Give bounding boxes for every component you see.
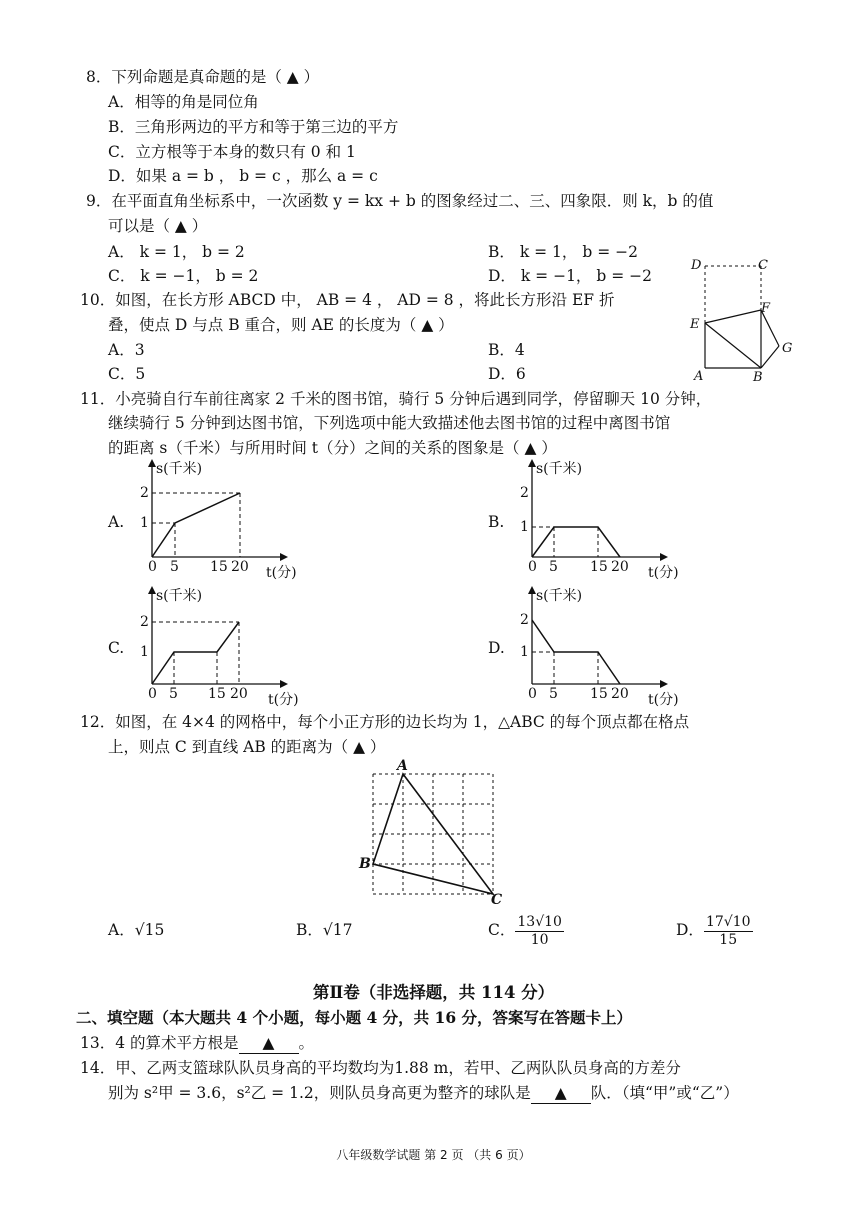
svg-text:t(分): t(分) [266, 565, 297, 580]
svg-text:2: 2 [140, 614, 149, 630]
svg-text:0: 0 [148, 686, 157, 702]
q10-label-e: E [690, 317, 700, 332]
q11-label-c: C. [108, 639, 125, 657]
q8-option-a: A．相等的角是同位角 [108, 93, 259, 111]
svg-text:20: 20 [231, 559, 249, 575]
svg-text:2: 2 [140, 485, 149, 501]
q12-option-a: A．√15 [108, 921, 165, 939]
svg-text:20: 20 [230, 686, 248, 702]
q9-stem-line2: 可以是（ ▲ ） [108, 217, 208, 235]
q11-graph-c [138, 582, 313, 707]
q9-option-c: C． k = −1， b = 2 [108, 267, 259, 285]
q9-option-b: B． k = 1， b = −2 [488, 243, 638, 261]
q11-stem-line3: 的距离 s（千米）与所用时间 t（分）之间的关系的图象是（ ▲ ） [108, 439, 557, 457]
q8-stem: 8．下列命题是真命题的是（ ▲ ） [86, 68, 320, 86]
svg-text:15: 15 [590, 559, 608, 575]
q12-option-d: D． $\frac{17√10}{15}$ [676, 913, 751, 948]
q9-option-a: A． k = 1， b = 2 [108, 243, 245, 261]
svg-text:s(千米): s(千米) [156, 588, 203, 604]
q10-rectangle-figure [685, 252, 800, 387]
q11-graph-a [138, 455, 313, 580]
svg-text:5: 5 [170, 559, 179, 575]
q12-stem-line2: 上，则点 C 到直线 AB 的距离为（ ▲ ） [108, 738, 386, 756]
q11-graph-d [518, 582, 693, 707]
svg-text:15: 15 [590, 686, 608, 702]
q10-option-b: B．4 [488, 341, 525, 359]
q12-label-b: B [359, 856, 371, 872]
svg-text:20: 20 [611, 686, 629, 702]
svg-text:2: 2 [520, 485, 529, 501]
svg-text:15: 15 [210, 559, 228, 575]
section2-heading: 二、填空题（本大题共 4 个小题，每小题 4 分，共 16 分，答案写在答题卡上） [76, 1008, 633, 1027]
q9-option-d: D． k = −1， b = −2 [488, 267, 652, 285]
svg-text:15: 15 [208, 686, 226, 702]
q12-option-b: B．√17 [296, 921, 353, 939]
svg-text:2: 2 [520, 612, 529, 628]
q12-option-c: C． $\frac{13√10}{10}$ [488, 913, 562, 948]
svg-text:1: 1 [520, 519, 529, 535]
svg-text:s(千米): s(千米) [536, 461, 583, 477]
q11-graph-b [518, 455, 693, 580]
q8-option-b: B．三角形两边的平方和等于第三边的平方 [108, 118, 399, 136]
svg-text:5: 5 [169, 686, 178, 702]
svg-text:s(千米): s(千米) [156, 461, 203, 477]
svg-text:t(分): t(分) [648, 692, 679, 707]
q11-stem-line2: 继续骑行 5 分钟到达图书馆，下列选项中能大致描述他去图书馆的过程中离图书馆 [108, 414, 671, 432]
svg-text:1: 1 [140, 644, 149, 660]
svg-text:0: 0 [528, 686, 537, 702]
svg-text:5: 5 [549, 559, 558, 575]
q12-grid-figure [355, 758, 515, 906]
q10-label-f: F [761, 301, 771, 316]
q9-stem-line1: 9．在平面直角坐标系中，一次函数 y = kx + b 的图象经过二、三、四象限．则 k，b 的值 [86, 192, 714, 210]
q8-option-c: C．立方根等于本身的数只有 0 和 1 [108, 143, 356, 161]
q10-stem-line1: 10．如图，在长方形 ABCD 中， AB = 4 ， AD = 8 ，将此长方形沿 EF 折 [80, 291, 615, 309]
svg-text:t(分): t(分) [268, 692, 299, 707]
q11-label-d: D. [488, 639, 505, 657]
svg-text:1: 1 [520, 644, 529, 660]
q10-label-b: B [753, 370, 763, 385]
q12-label-a: A [397, 758, 408, 774]
q14-line1: 14．甲、乙两支篮球队队员身高的平均数均为1.88 m，若甲、乙两队队员身高的方差分 [80, 1059, 681, 1077]
svg-text:5: 5 [549, 686, 558, 702]
page-footer: 八年级数学试题 第 2 页 （共 6 页） [336, 1148, 531, 1162]
q10-label-g: G [782, 341, 793, 356]
q10-option-a: A．3 [108, 341, 145, 359]
svg-text:t(分): t(分) [648, 565, 679, 580]
q12-label-c: C [491, 892, 503, 906]
q10-option-c: C．5 [108, 365, 146, 383]
q10-label-a: A [694, 369, 704, 384]
svg-text:1: 1 [140, 515, 149, 531]
part2-title: 第Ⅱ卷（非选择题，共 114 分） [312, 983, 555, 1002]
svg-text:20: 20 [611, 559, 629, 575]
q10-stem-line2: 叠，使点 D 与点 B 重合，则 AE 的长度为（ ▲ ） [108, 316, 454, 334]
q10-label-d: D [691, 258, 702, 273]
q13: 13．4 的算术平方根是 ▲ 。 [80, 1034, 315, 1052]
q8-option-d: D．如果 a = b ， b = c ，那么 a = c [108, 167, 378, 185]
q14-line2: 别为 s²甲 = 3.6，s²乙 = 1.2，则队员身高更为整齐的球队是 ▲ 队．（填“甲”或“乙”） [108, 1084, 739, 1102]
q11-label-a: A. [108, 513, 125, 531]
svg-text:0: 0 [148, 559, 157, 575]
q11-stem-line1: 11．小亮骑自行车前往离家 2 千米的图书馆，骑行 5 分钟后遇到同学，停留聊天 10 分钟， [80, 390, 712, 408]
q10-label-c: C [758, 258, 768, 273]
svg-text:s(千米): s(千米) [536, 588, 583, 604]
q12-stem-line1: 12．如图，在 4×4 的网格中，每个小正方形的边长均为 1，△ABC 的每个顶点都在格点 [80, 713, 690, 731]
q10-option-d: D．6 [488, 365, 526, 383]
q11-label-b: B. [488, 513, 505, 531]
svg-text:0: 0 [528, 559, 537, 575]
